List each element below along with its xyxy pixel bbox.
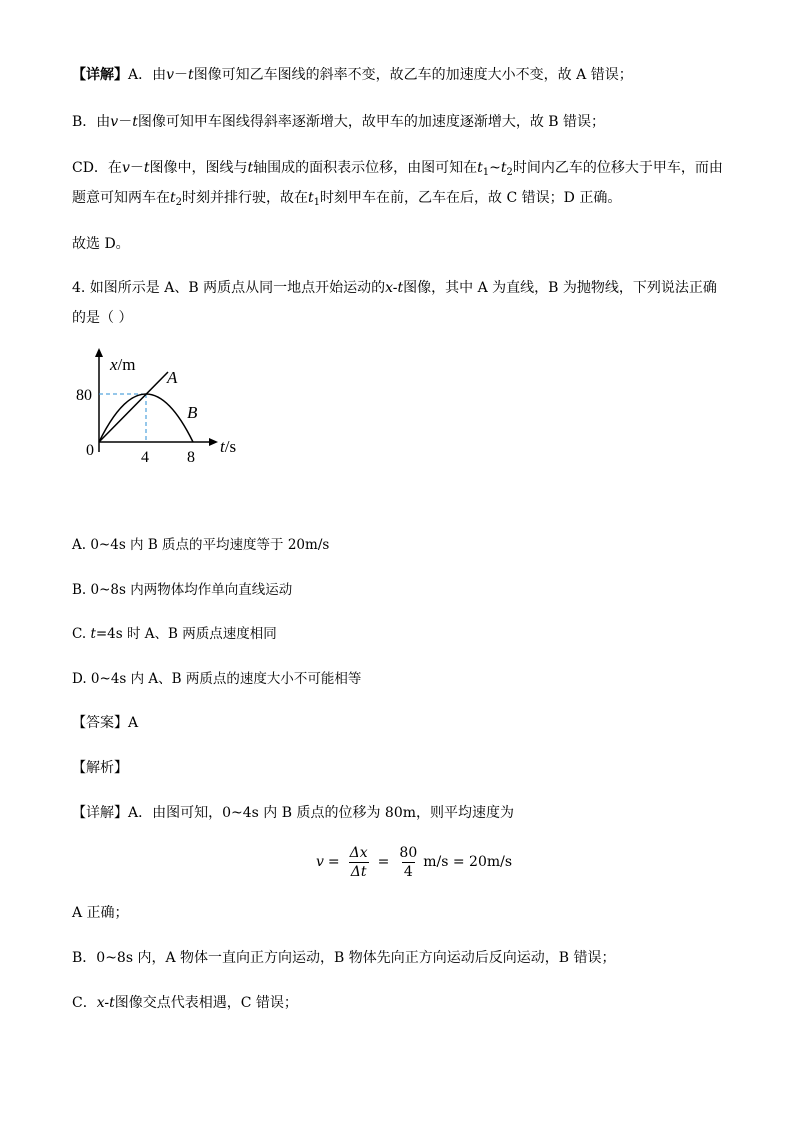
subscript: 2 <box>175 197 183 208</box>
text-span: 图像可知乙车图线的斜率不变，故乙车的加速度大小不变，故 A 错误； <box>193 67 633 83</box>
tilde: ~ <box>489 160 501 176</box>
text-span: B．由 <box>72 114 111 130</box>
var-t: t <box>247 160 254 176</box>
line-a <box>99 372 168 442</box>
minus-sign: － <box>118 114 133 130</box>
y-axis-label: x/m <box>110 355 136 374</box>
var-t: t <box>500 160 507 176</box>
option-b: B. 0~8s 内两物体均作单向直线运动 <box>72 582 293 598</box>
detail-line-b: B．0~8s 内，A 物体一直向正方向运动，B 物体先向正方向运动后反向运动，B 错误； <box>72 950 616 966</box>
option-d: D. 0~4s 内 A、B 两质点的速度大小不可能相等 <box>72 671 362 687</box>
equals-sign: = <box>377 854 390 870</box>
text-span: 图像中，图线与 <box>149 160 248 176</box>
text-span: 时间内乙车的位移大于甲车，而由 <box>512 160 723 176</box>
var-v: v <box>110 114 119 130</box>
text-span: 时刻并排行驶，故在 <box>182 190 309 206</box>
text-span: 4. 如图所示是 A、B 两质点从同一地点开始运动的 <box>72 280 386 296</box>
x-axis-arrow <box>209 438 218 446</box>
var-v: v <box>166 67 175 83</box>
var-t: t <box>170 190 176 206</box>
fraction-numerator: Δx <box>349 844 368 861</box>
y-axis-arrow <box>95 348 103 357</box>
var-xt: x-t <box>385 280 404 296</box>
detail-line-a: 【详解】A．由图可知，0~4s 内 B 质点的位移为 80m，则平均速度为 <box>72 805 515 821</box>
var-xt: x-t <box>96 995 115 1011</box>
text-span: C． <box>72 995 97 1011</box>
answer-line: 【答案】A <box>72 715 139 731</box>
label-a: A <box>167 368 178 387</box>
analysis-tag: 【解析】 <box>72 760 128 776</box>
formula-result: m/s = 20m/s <box>423 854 513 870</box>
subscript: 1 <box>313 197 321 208</box>
text-span: CD．在 <box>72 160 122 176</box>
fraction-denominator: Δt <box>350 863 367 880</box>
fraction-values <box>397 844 419 881</box>
tick-label-y-80: 80 <box>76 387 92 404</box>
var-v: v <box>121 160 130 176</box>
text-span: 图像，其中 A 为直线，B 为抛物线，下列说法正确 <box>403 280 717 296</box>
detail-line-c <box>72 993 298 1013</box>
var-t: t <box>477 160 483 176</box>
equals-sign: = <box>327 854 340 870</box>
text-span: 图像交点代表相遇，C 错误； <box>114 995 298 1011</box>
detail-tag: 【详解】 <box>72 67 128 83</box>
text-span: 轴围成的面积表示位移，由图可知在 <box>253 160 478 176</box>
question-line-2: 的是（ ） <box>72 310 133 326</box>
fraction-denominator: 4 <box>403 863 413 880</box>
option-a: A. 0~4s 内 B 质点的平均速度等于 20m/s <box>72 537 330 553</box>
text-span: A．由 <box>128 67 167 83</box>
text-span: 时刻甲车在前，乙车在后，故 C 错误；D 正确。 <box>320 190 622 206</box>
xt-graph <box>60 340 260 470</box>
minus-sign: － <box>129 160 144 176</box>
var-v: v <box>316 854 324 870</box>
origin-label: 0 <box>86 442 94 459</box>
velocity-formula <box>316 838 512 886</box>
explanation-line-cd-2 <box>72 188 621 213</box>
var-t: t <box>90 626 96 642</box>
explanation-line-cd-1 <box>72 158 723 183</box>
subscript: 2 <box>506 167 513 178</box>
option-c <box>72 624 277 644</box>
var-t: t <box>132 114 138 130</box>
fraction-numerator: 80 <box>399 844 418 861</box>
var-t: t <box>188 67 194 83</box>
text-span: 图像可知甲车图线得斜率逐渐增大，故甲车的加速度逐渐增大，故 B 错误； <box>137 114 606 130</box>
explanation-line-a <box>72 65 633 85</box>
fraction-delta <box>348 844 370 881</box>
var-t: t <box>308 190 314 206</box>
text-span: =4s 时 A、B 两质点速度相同 <box>95 626 277 642</box>
minus-sign: － <box>174 67 189 83</box>
conclusion-line: 故选 D。 <box>72 236 130 252</box>
tick-label-x-4: 4 <box>141 449 149 466</box>
label-b: B <box>187 403 198 422</box>
question-line-1 <box>72 278 717 298</box>
var-t: t <box>143 160 150 176</box>
x-axis-label: t/s <box>220 437 237 456</box>
text-span: C. <box>72 626 91 642</box>
explanation-line-b <box>72 112 605 132</box>
text-span: 题意可知两车在 <box>72 190 170 206</box>
subscript: 1 <box>482 167 490 178</box>
tick-label-x-8: 8 <box>187 449 195 466</box>
a-correct-line: A 正确； <box>72 905 129 921</box>
